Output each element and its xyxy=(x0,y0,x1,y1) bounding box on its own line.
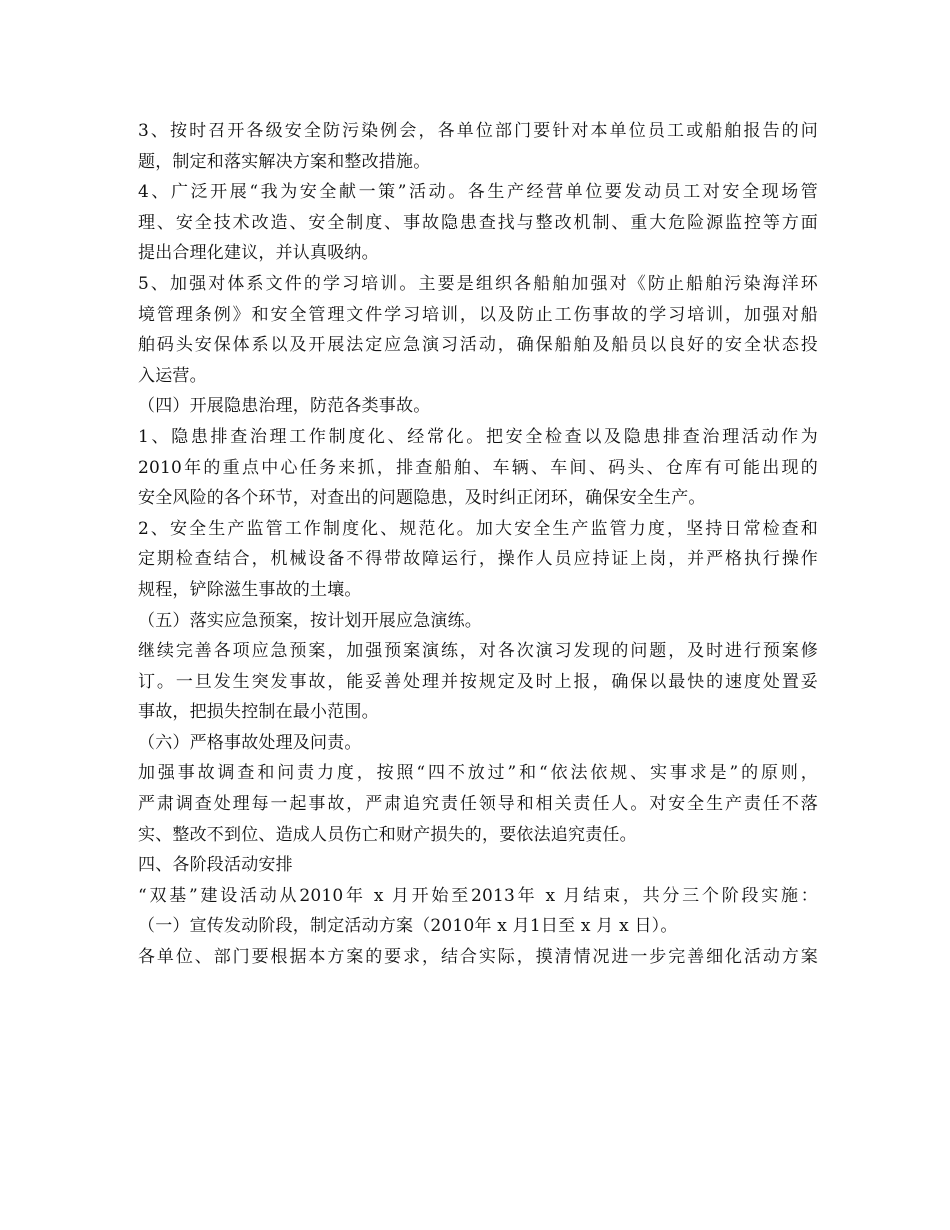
text-line: 订。一旦发生突发事故，能妥善处理并按规定及时上报，确保以最快的速度处置妥 xyxy=(138,671,818,692)
text-line: （六）严格事故处理及问责。 xyxy=(138,732,362,753)
text-line: 题，制定和落实解决方案和整改措施。 xyxy=(138,151,431,172)
text-line: 各单位、部门要根据本方案的要求，结合实际，摸清情况进一步完善细化活动方案 xyxy=(138,947,818,968)
text-line: “双基”建设活动从2010年 x 月开始至2013年 x 月结束，共分三个阶段实施： xyxy=(138,885,818,906)
text-line: 提出合理化建议，并认真吸纳。 xyxy=(138,243,379,264)
text-line: 3、按时召开各级安全防污染例会，各单位部门要针对本单位员工或船舶报告的问 xyxy=(138,121,818,141)
text-line: 2010年的重点中心任务来抓，排查船舶、车辆、车间、码头、仓库有可能出现的 xyxy=(138,457,818,478)
text-line: 四、各阶段活动安排 xyxy=(138,855,293,876)
text-line: 入运营。 xyxy=(138,365,207,386)
text-line: 加强事故调查和问责力度，按照“四不放过”和“依法依规、实事求是”的原则， xyxy=(138,763,818,784)
text-line: 2、安全生产监管工作制度化、规范化。加大安全生产监管力度，坚持日常检查和 xyxy=(138,518,818,539)
text-line: 5、加强对体系文件的学习培训。主要是组织各船舶加强对《防止船舶污染海洋环 xyxy=(138,273,818,294)
text-line: 境管理条例》和安全管理文件学习培训，以及防止工伤事故的学习培训，加强对船 xyxy=(138,304,818,325)
text-line: （一）宣传发动阶段，制定活动方案（2010年 x 月1日至 x 月 x 日）。 xyxy=(138,916,678,937)
text-line: 实、整改不到位、造成人员伤亡和财产损失的，要依法追究责任。 xyxy=(138,824,637,845)
text-line: （五）落实应急预案，按计划开展应急演练。 xyxy=(138,610,482,631)
text-line: 安全风险的各个环节，对查出的问题隐患，及时纠正闭环，确保安全生产。 xyxy=(138,488,706,509)
text-line: （四）开展隐患治理，防范各类事故。 xyxy=(138,396,431,417)
text-line: 严肃调查处理每一起事故，严肃追究责任领导和相关责任人。对安全生产责任不落 xyxy=(138,794,818,815)
text-line: 规程，铲除滋生事故的土壤。 xyxy=(138,579,362,600)
text-line: 事故，把损失控制在最小范围。 xyxy=(138,702,379,723)
text-line: 舶码头安保体系以及开展法定应急演习活动，确保船舶及船员以良好的安全状态投 xyxy=(138,335,818,356)
text-line: 1、隐患排查治理工作制度化、经常化。把安全检查以及隐患排查治理活动作为 xyxy=(138,426,818,447)
text-line: 4、广泛开展“我为安全献一策”活动。各生产经营单位要发动员工对安全现场管 xyxy=(138,182,818,203)
text-line: 定期检查结合，机械设备不得带故障运行，操作人员应持证上岗，并严格执行操作 xyxy=(138,549,818,570)
document-body xyxy=(138,116,818,973)
text-line: 继续完善各项应急预案，加强预案演练，对各次演习发现的问题，及时进行预案修 xyxy=(138,641,818,662)
text-line: 理、安全技术改造、安全制度、事故隐患查找与整改机制、重大危险源监控等方面 xyxy=(138,212,818,233)
